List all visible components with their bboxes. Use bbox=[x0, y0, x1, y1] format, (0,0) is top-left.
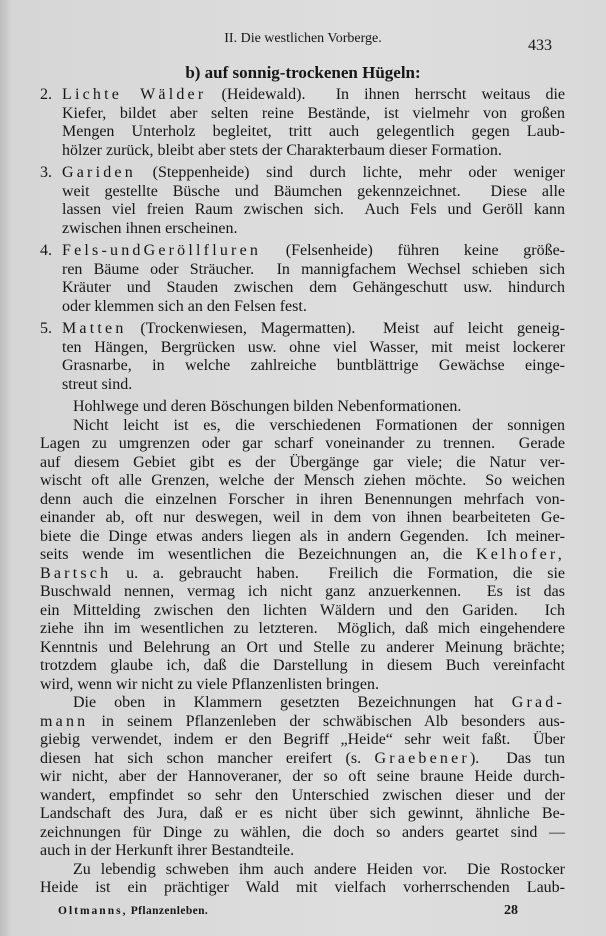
text-run: ). Das tun bbox=[469, 749, 565, 767]
text-line bbox=[62, 220, 565, 239]
text-run: streut sind. bbox=[62, 375, 133, 393]
text-line bbox=[40, 713, 565, 732]
text-run: trotzdem glaube ich, daß die Darstellung in diesem Buch vereinfacht bbox=[40, 657, 565, 674]
footer-title: Pflanzenleben. bbox=[127, 905, 209, 917]
text-line bbox=[40, 435, 565, 454]
text-run: in seinem Pflanzenleben der schwäbischen Alb besonders aus- bbox=[88, 712, 565, 730]
text-line bbox=[40, 676, 565, 695]
footer-author: Oltmanns, bbox=[58, 905, 128, 917]
text-line bbox=[40, 639, 565, 658]
spaced-term: mann bbox=[40, 712, 89, 730]
text-run: Kiefer, bildet aber selten reine Bestände, ist vielmehr von großen bbox=[62, 104, 565, 122]
text-line bbox=[62, 298, 565, 317]
text-line bbox=[62, 142, 565, 161]
text-run: auf diesem Gebiet gibt es der Übergänge gar viele; die Natur ver- bbox=[40, 453, 565, 471]
text-run: wir nicht, aber der Hannoveraner, der so oft seine braune Heide durch- bbox=[40, 768, 565, 785]
spaced-term: Grad- bbox=[511, 694, 565, 711]
text-line bbox=[40, 694, 565, 713]
list-item bbox=[40, 164, 565, 238]
text-line bbox=[62, 376, 565, 395]
text-line bbox=[40, 787, 565, 806]
text-line bbox=[62, 339, 565, 358]
text-run: (Steppenheide) sind durch lichte, mehr oder weniger bbox=[135, 164, 565, 181]
text-line bbox=[40, 879, 565, 898]
text-run: lassen viel freien Raum zwischen sich. Auch Fels und Geröll kann bbox=[62, 201, 565, 218]
text-line bbox=[62, 279, 565, 298]
text-line bbox=[40, 546, 565, 565]
text-run: (Felsenheide) führen keine größe- bbox=[261, 242, 565, 259]
spaced-term: Fels-undGeröllfluren bbox=[62, 242, 262, 259]
text-line bbox=[40, 861, 565, 880]
text-run: Lagen zu umgrenzen oder gar scharf voneinander zu trennen. Gerade bbox=[40, 435, 565, 452]
text-run: Heide ist ein prächtiger Wald mit vielfach vorherrschenden Laub- bbox=[40, 879, 565, 896]
text-run: biete die Dinge etwas anders liegen als in andern Gegenden. Ich meiner- bbox=[40, 527, 565, 545]
text-run: ziehe ihn im wesentlichen zu letzteren. Möglich, daß mich eingehendere bbox=[40, 620, 565, 637]
text-run: giebig verwendet, indem er den Begriff „Heide“ sehr weit faßt. Über bbox=[40, 731, 565, 748]
text-line bbox=[40, 509, 565, 528]
item-number: 3. bbox=[40, 164, 52, 181]
text-line bbox=[62, 320, 565, 339]
text-line bbox=[62, 261, 565, 280]
paragraph bbox=[40, 417, 565, 695]
text-run: zwischen ihnen erscheinen. bbox=[62, 219, 238, 237]
spaced-term: Lichte Wälder bbox=[62, 86, 207, 103]
text-run: Kräuter und Stauden zwischen dem Gehängeschutt usw. hindurch bbox=[62, 279, 565, 296]
text-line bbox=[62, 164, 565, 183]
text-line bbox=[40, 750, 565, 769]
spaced-term: Bartsch bbox=[40, 564, 112, 582]
text-run: Grasnarbe, in welche zahlreiche buntblättrige Gewächse einge- bbox=[62, 357, 565, 374]
section-heading: b) auf sonnig-trockenen Hügeln: bbox=[185, 63, 421, 82]
text-line bbox=[40, 602, 565, 621]
text-run: denn auch die einzelnen Forscher in ihren Benennungen mehrfach von- bbox=[40, 490, 565, 508]
text-line bbox=[40, 491, 565, 510]
text-run: Die oben in Klammern gesetzten Bezeichnungen hat bbox=[73, 694, 512, 711]
text-line bbox=[40, 583, 565, 602]
text-run: oder klemmen sich an den Felsen fest. bbox=[62, 297, 307, 315]
item-number: 5. bbox=[40, 320, 52, 337]
text-run: Mengen Unterholz begleitet, tritt auch gelegentlich gegen Laub- bbox=[62, 123, 565, 140]
text-run: ten Hängen, Bergrücken usw. ohne viel Wasser, mit meist lockerer bbox=[62, 338, 565, 356]
text-line bbox=[40, 657, 565, 676]
text-line bbox=[62, 201, 565, 220]
list-item bbox=[40, 86, 565, 160]
spaced-term: Matten bbox=[62, 320, 127, 337]
text-run: zeichnungen für Dinge zu wählen, die doch so anders geartet sind — bbox=[40, 823, 565, 841]
spaced-term: Graebener bbox=[374, 749, 470, 767]
text-run: ein Mittelding zwischen den lichten Wäldern und den Gariden. Ich bbox=[40, 601, 565, 619]
text-line bbox=[40, 768, 565, 787]
text-line bbox=[40, 398, 565, 417]
spaced-term: Gariden bbox=[62, 164, 136, 181]
sheet-number: 28 bbox=[504, 903, 518, 918]
text-line bbox=[62, 357, 565, 376]
body-text bbox=[40, 86, 565, 898]
text-run: hölzer zurück, bleibt aber stets der Charakterbaum dieser Formation. bbox=[62, 141, 502, 159]
text-line bbox=[40, 842, 565, 861]
text-run: Zu lebendig schweben ihm auch andere Heiden vor. Die Rostocker bbox=[73, 860, 565, 878]
text-run: einander ab, oft nur deswegen, weil in dem von ihnen bearbeiteten Ge- bbox=[40, 509, 565, 526]
text-line bbox=[40, 805, 565, 824]
text-line bbox=[62, 86, 565, 105]
text-line bbox=[40, 620, 565, 639]
text-line bbox=[62, 105, 565, 124]
text-line bbox=[40, 472, 565, 491]
text-line bbox=[62, 242, 565, 261]
paragraph bbox=[40, 398, 565, 417]
text-run: seits wende im wesentlichen die Bezeichnungen an, die bbox=[40, 546, 476, 563]
page-number: 433 bbox=[528, 37, 552, 54]
text-run: wandert, empfindet so sehr den Unterschied zwischen dieser und der bbox=[40, 786, 565, 804]
spaced-term: Kelhofer, bbox=[475, 546, 565, 563]
text-run: Nicht leicht ist es, die verschiedenen Formationen der sonnigen bbox=[73, 416, 565, 434]
footer-signature bbox=[58, 904, 208, 918]
item-number: 2. bbox=[40, 86, 52, 103]
paragraph bbox=[40, 861, 565, 898]
text-line bbox=[40, 731, 565, 750]
text-run: auch in der Herkunft ihrer Bestandteile. bbox=[40, 842, 295, 859]
text-line bbox=[62, 183, 565, 202]
text-run: Kenntnis und Belehrung an Ort und Stelle zu anderer Meinung brächte; bbox=[40, 638, 565, 656]
text-run: wischt oft alle Grenzen, welche der Mensch ziehen möchte. So weichen bbox=[40, 472, 565, 489]
text-run: ren Bäume oder Sträucher. In mannigfachem Wechsel schieben sich bbox=[62, 260, 565, 278]
text-line bbox=[62, 123, 565, 142]
list-item bbox=[40, 320, 565, 394]
text-run: Buschwald nennen, vermag ich nicht ganz anzuerkennen. Es ist das bbox=[40, 583, 565, 600]
paragraph bbox=[40, 694, 565, 861]
text-run: Hohlwege und deren Böschungen bilden Nebenformationen. bbox=[73, 398, 462, 415]
text-run: Landschaft des Jura, daß er es nicht über sich gewinnt, ähnliche Be- bbox=[40, 805, 565, 822]
text-run: (Heidewald). In ihnen herrscht weitaus die bbox=[206, 86, 565, 103]
text-line bbox=[40, 417, 565, 436]
text-run: diesen hat sich schon mancher ereifert (s. bbox=[40, 749, 375, 767]
text-line bbox=[40, 528, 565, 547]
text-line bbox=[40, 824, 565, 843]
text-run: u. a. gebraucht haben. Freilich die Formation, die sie bbox=[111, 564, 565, 582]
text-line bbox=[40, 565, 565, 584]
text-run: (Trockenwiesen, Magermatten). Meist auf leicht geneig- bbox=[126, 320, 565, 337]
text-line bbox=[40, 454, 565, 473]
running-head: II. Die westlichen Vorberge. bbox=[224, 31, 382, 46]
text-run: weit gestellte Büsche und Bäumchen gekennzeichnet. Diese alle bbox=[62, 182, 565, 200]
list-item bbox=[40, 242, 565, 316]
text-run: wird, wenn wir nicht zu viele Pflanzenlisten bringen. bbox=[40, 675, 380, 693]
item-number: 4. bbox=[40, 242, 52, 259]
